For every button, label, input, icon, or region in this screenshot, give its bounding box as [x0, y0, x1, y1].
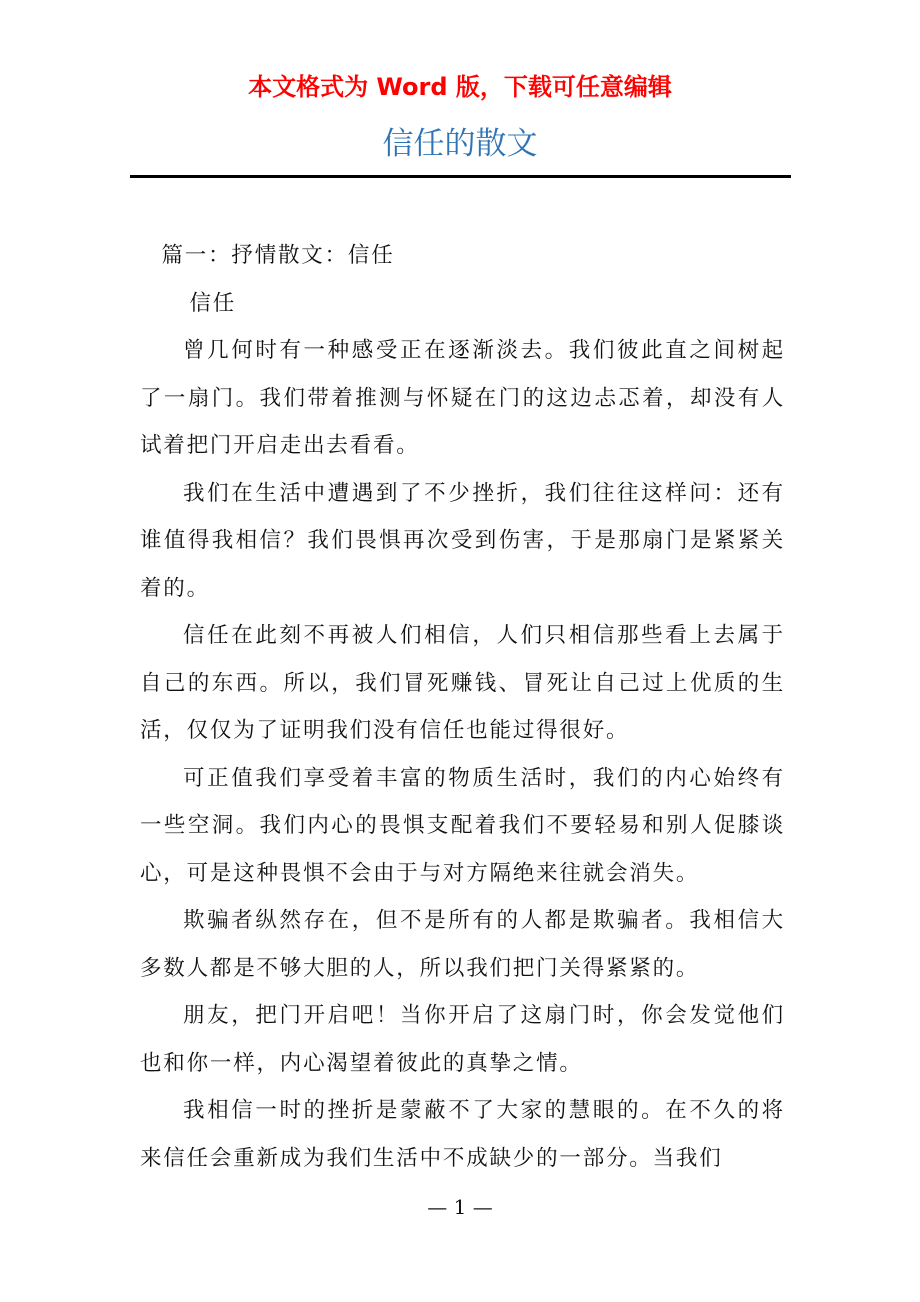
- paragraph: 曾几何时有一种感受正在逐渐淡去。我们彼此直之间树起了一扇门。我们带着推测与怀疑在门的这边忐忑着，却没有人试着把门开启走出去看看。: [140, 338, 785, 458]
- paragraph: 可正值我们享受着丰富的物质生活时，我们的内心始终有一些空洞。我们内心的畏惧支配着我们不要轻易和别人促膝谈心，可是这种畏惧不会由于与对方隔绝来往就会消失。: [140, 765, 785, 886]
- header-divider: [130, 175, 791, 178]
- document-title: 信任的散文: [382, 126, 538, 162]
- download-notice: 本文格式为 Word 版，下载可任意编辑: [248, 73, 672, 101]
- page-number: — 1 —: [427, 1195, 493, 1219]
- paragraph: 欺骗者纵然存在，但不是所有的人都是欺骗者。我相信大多数人都是不够大胆的人，所以我们把门关得紧紧的。: [140, 908, 785, 981]
- essay-subtitle: 信任: [189, 290, 237, 316]
- document-body: [140, 232, 785, 1182]
- paragraph: 我相信一时的挫折是蒙蔽不了大家的慧眼的。在不久的将来信任会重新成为我们生活中不成缺少的一部分。当我们: [140, 1098, 785, 1171]
- paragraph: 朋友，把门开启吧！当你开启了这扇门时，你会发觉他们也和你一样，内心渴望着彼此的真挚之情。: [140, 1003, 785, 1076]
- paragraph: 信任在此刻不再被人们相信，人们只相信那些看上去属于自己的东西。所以，我们冒死赚钱、冒死让自己过上优质的生活，仅仅为了证明我们没有信任也能过得很好。: [140, 623, 785, 743]
- section-heading: 篇一：抒情散文：信任: [161, 243, 395, 268]
- paragraph: 我们在生活中遭遇到了不少挫折，我们往往这样问：还有谁值得我相信？我们畏惧再次受到伤害，于是那扇门是紧紧关着的。: [140, 480, 785, 601]
